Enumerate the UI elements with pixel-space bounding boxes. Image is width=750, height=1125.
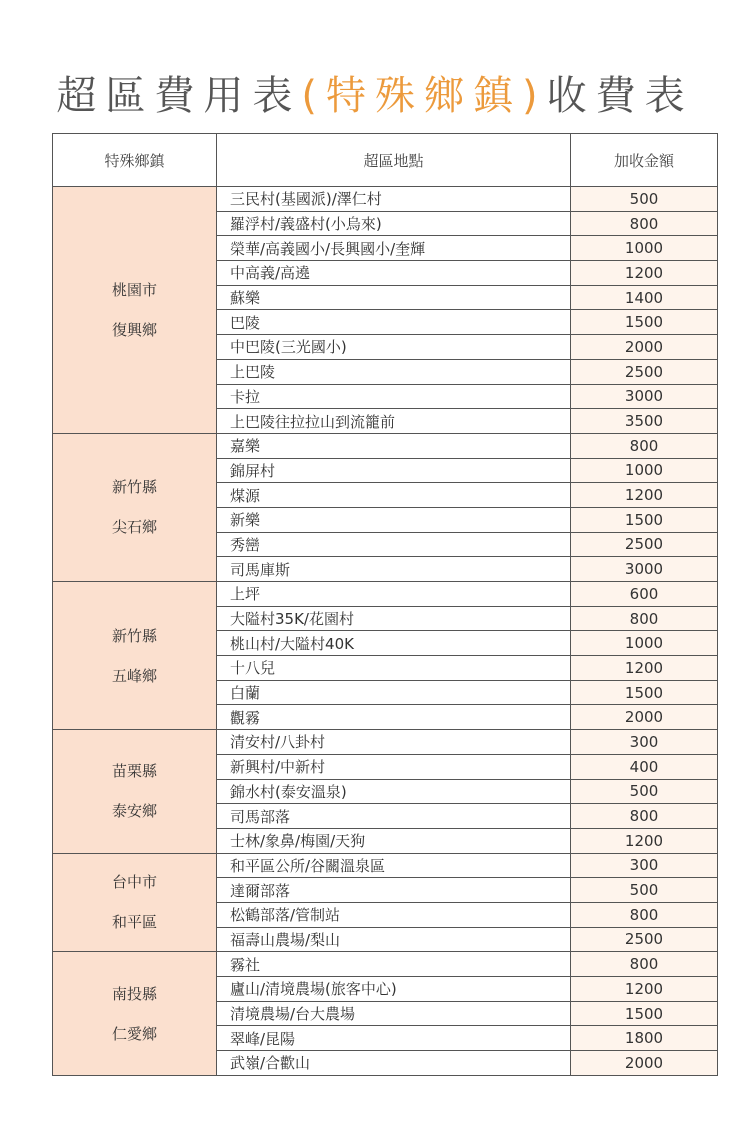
- location-cell: 三民村(基國派)/澤仁村: [217, 187, 571, 212]
- fee-cell: 500: [571, 878, 718, 903]
- location-cell: 武嶺/合歡山: [217, 1051, 571, 1076]
- city-name: 新竹縣: [111, 478, 157, 497]
- location-cell: 上巴陵: [217, 359, 571, 384]
- location-cell: 福壽山農場/梨山: [217, 927, 571, 952]
- table-row: [53, 730, 718, 755]
- location-cell: 新興村/中新村: [217, 754, 571, 779]
- fee-cell: 800: [571, 433, 718, 458]
- header-location: 超區地點: [217, 134, 571, 187]
- location-cell: 錦水村(泰安溫泉): [217, 779, 571, 804]
- town-name: 復興鄉: [111, 320, 157, 339]
- location-cell: 霧社: [217, 952, 571, 977]
- location-cell: 新樂: [217, 507, 571, 532]
- table-header-row: [53, 134, 718, 187]
- location-cell: 中高義/高遶: [217, 261, 571, 286]
- fee-cell: 1500: [571, 507, 718, 532]
- title-suffix: 收費表: [546, 73, 694, 119]
- fee-cell: 500: [571, 187, 718, 212]
- region-cell: [53, 952, 217, 1075]
- fee-cell: 2000: [571, 335, 718, 360]
- location-cell: 秀巒: [217, 532, 571, 557]
- fee-cell: 1500: [571, 680, 718, 705]
- location-cell: 大隘村35K/花園村: [217, 606, 571, 631]
- fee-cell: 1200: [571, 828, 718, 853]
- fee-cell: 800: [571, 952, 718, 977]
- fee-cell: 1500: [571, 310, 718, 335]
- fee-cell: 400: [571, 754, 718, 779]
- fee-cell: 1200: [571, 483, 718, 508]
- fee-cell: 800: [571, 902, 718, 927]
- fee-cell: 2500: [571, 927, 718, 952]
- location-cell: 中巴陵(三光國小): [217, 335, 571, 360]
- region-cell: [53, 853, 217, 952]
- fee-cell: 1200: [571, 977, 718, 1002]
- location-cell: 上巴陵往拉拉山到流籠前: [217, 409, 571, 434]
- header-fee: 加收金額: [571, 134, 718, 187]
- town-name: 五峰鄉: [111, 666, 157, 685]
- fee-cell: 2000: [571, 705, 718, 730]
- fee-cell: 300: [571, 853, 718, 878]
- fee-cell: 1500: [571, 1001, 718, 1026]
- location-cell: 羅浮村/義盛村(小烏來): [217, 211, 571, 236]
- fee-cell: 3000: [571, 557, 718, 582]
- fee-cell: 2500: [571, 532, 718, 557]
- table-row: [53, 187, 718, 212]
- title-main: 超區費用表: [56, 73, 302, 119]
- town-name: 泰安鄉: [111, 802, 157, 821]
- fee-cell: 1800: [571, 1026, 718, 1051]
- location-cell: 上坪: [217, 582, 571, 607]
- location-cell: 嘉樂: [217, 433, 571, 458]
- table-row: [53, 433, 718, 458]
- fee-cell: 1200: [571, 261, 718, 286]
- location-cell: 觀霧: [217, 705, 571, 730]
- region-cell: [53, 433, 217, 581]
- fee-table: [52, 133, 718, 1076]
- fee-cell: 2500: [571, 359, 718, 384]
- location-cell: 清境農場/台大農場: [217, 1001, 571, 1026]
- fee-cell: 800: [571, 606, 718, 631]
- location-cell: 清安村/八卦村: [217, 730, 571, 755]
- city-name: 台中市: [111, 873, 157, 892]
- fee-cell: 3500: [571, 409, 718, 434]
- location-cell: 白蘭: [217, 680, 571, 705]
- fee-cell: 800: [571, 211, 718, 236]
- location-cell: 桃山村/大隘村40K: [217, 631, 571, 656]
- location-cell: 煤源: [217, 483, 571, 508]
- town-name: 仁愛鄉: [111, 1024, 157, 1043]
- city-name: 南投縣: [111, 984, 157, 1003]
- table-row: [53, 853, 718, 878]
- fee-cell: 3000: [571, 384, 718, 409]
- location-cell: 廬山/清境農場(旅客中心): [217, 977, 571, 1002]
- city-name: 桃園市: [111, 280, 157, 299]
- table-row: [53, 582, 718, 607]
- table-body: [53, 187, 718, 1076]
- region-cell: [53, 730, 217, 853]
- fee-cell: 1000: [571, 458, 718, 483]
- location-cell: 司馬庫斯: [217, 557, 571, 582]
- page-title: [0, 64, 750, 121]
- location-cell: 翠峰/昆陽: [217, 1026, 571, 1051]
- location-cell: 蘇樂: [217, 285, 571, 310]
- region-cell: [53, 187, 217, 434]
- fee-cell: 1000: [571, 236, 718, 261]
- title-highlight: (特殊鄉鎮): [301, 73, 547, 119]
- town-name: 尖石鄉: [111, 518, 157, 537]
- city-name: 苗栗縣: [111, 762, 157, 781]
- table-row: [53, 952, 718, 977]
- location-cell: 松鶴部落/管制站: [217, 902, 571, 927]
- region-cell: [53, 582, 217, 730]
- location-cell: 士林/象鼻/梅園/天狗: [217, 828, 571, 853]
- location-cell: 和平區公所/谷關溫泉區: [217, 853, 571, 878]
- fee-cell: 600: [571, 582, 718, 607]
- location-cell: 錦屏村: [217, 458, 571, 483]
- location-cell: 達爾部落: [217, 878, 571, 903]
- fee-cell: 2000: [571, 1051, 718, 1076]
- fee-cell: 500: [571, 779, 718, 804]
- fee-cell: 300: [571, 730, 718, 755]
- city-name: 新竹縣: [111, 626, 157, 645]
- fee-cell: 800: [571, 804, 718, 829]
- fee-cell: 1200: [571, 656, 718, 681]
- location-cell: 司馬部落: [217, 804, 571, 829]
- location-cell: 巴陵: [217, 310, 571, 335]
- fee-cell: 1400: [571, 285, 718, 310]
- location-cell: 十八兒: [217, 656, 571, 681]
- location-cell: 榮華/高義國小/長興國小/奎輝: [217, 236, 571, 261]
- town-name: 和平區: [111, 913, 157, 932]
- fee-cell: 1000: [571, 631, 718, 656]
- location-cell: 卡拉: [217, 384, 571, 409]
- header-region: 特殊鄉鎮: [53, 134, 217, 187]
